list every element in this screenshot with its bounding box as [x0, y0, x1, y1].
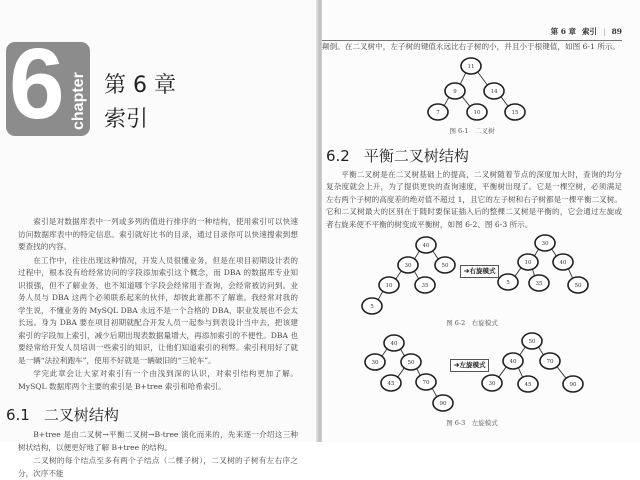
tree-node-label: 50 — [407, 360, 415, 366]
tree-node-label: 30 — [541, 241, 549, 247]
tree-node-label: 90 — [439, 401, 447, 407]
tree-node-label: 35 — [421, 283, 429, 289]
tree-edge — [500, 95, 508, 106]
paragraph: 索引是对数据库表中一列或多列的值进行排序的一种结构，使用索引可以快速访问数据库表中的特定信息。索引就好比书的目录，通过目录你可以快速搜索到想要查找的内容。 — [18, 217, 298, 251]
tree-node-label: 5 — [370, 304, 374, 310]
tree-node-label: 40 — [422, 243, 430, 249]
figure-caption: 图 6-1 二叉树 — [449, 126, 495, 135]
chapter-label: 第 6 章 — [104, 73, 176, 98]
section-heading-6-2: 6.2 平衡二叉树结构 — [326, 146, 469, 165]
tree-edge — [498, 366, 507, 378]
tree-edge — [477, 71, 488, 86]
tree-edge — [556, 366, 566, 379]
tree-node-label: 30 — [488, 381, 496, 387]
rotate-left-label: ➔左旋模式 — [450, 359, 489, 372]
tree-edge — [518, 367, 523, 378]
tree-node-label: 10 — [473, 109, 481, 116]
paragraph: 平衡二叉树是在二叉树基础上的提高，二叉树随着节点的深度加大时，查询的均分复杂度就会上升，为了提供更快的查询速度，平衡树出现了。它是一棵空树，必须满足左右两个子树的高度差的绝对值不超过 1，且它的左子树和右子树都是一棵平衡二叉树。它和二叉树最大的区别在于随时要保证插入后的整棵二叉树是平衡的，它会通过左旋或者右旋来使不平衡的树变成平衡树，如图 6-2、图 6-3 所示。 — [326, 169, 622, 229]
tree-node-label: 30 — [404, 263, 412, 269]
running-head: 第 6 章 索引 | 89 — [322, 26, 622, 41]
tree-node-label: 7 — [436, 109, 440, 116]
chapter-badge — [6, 42, 90, 136]
tree-node-label: 70 — [546, 359, 554, 365]
rotate-right-label: ➔右旋模式 — [460, 265, 499, 278]
tree-diagram — [322, 233, 622, 331]
tree-edge — [397, 367, 405, 378]
tree-node-label: 14 — [490, 88, 498, 95]
tree-edge — [460, 71, 466, 84]
left-body — [6, 216, 298, 480]
tree-node-label: 10 — [385, 283, 393, 289]
section-heading-6-1: 6.1 二叉树结构 — [6, 406, 119, 424]
tree-node-label: 9 — [453, 88, 457, 95]
chapter-word: chapter — [70, 72, 87, 130]
chapter-title: 索引 — [104, 107, 149, 132]
tree-node-label: 90 — [569, 382, 577, 388]
tree-node-label: 40 — [559, 260, 567, 266]
tree-node-label: 45 — [524, 382, 532, 388]
paragraph: 在工作中，往往出现这种情况，开发人员很懂业务，但是在项目初期设计表的过程中，根本没有给经常访问的字段添加索引这个概念，而 DBA 的数据库专业知识很强，但不了解业务，也不知道哪个字段会经常用于查询，会经常被访问到。业务人员与 DBA 这两个必须联系起来的伙伴，却彼此谁都不了解谁。我经常对我的学生说，不懂业务的 MySQL DBA 永远不是一个合格的 DBA，职业发展也不会太长远。身为 DBA 要在项目初期就配合开发人员一起参与到表设计当中去，把该建索引的字段加上索引，减少后期出现表数据量增大，再添加索引的不便性。DBA 也要经常给开发人员培训一些索引的知识，让他们知道索引的利弊。索引利用好了就是一辆“法拉利跑车”，使用不好就是一辆破旧的“三轮车”。 — [18, 255, 298, 365]
paragraph: 颠倒。在二叉树中，左子树的键值永远比右子树的小，并且小于根键值，如图 6-1 所示。 — [322, 42, 621, 51]
chapter-number: 6 — [9, 42, 65, 136]
tree-node-label: 35 — [535, 281, 543, 287]
tree-node-label: 30 — [371, 360, 379, 366]
tree-node-label: 10 — [524, 260, 532, 266]
tree-node-label: 5 — [506, 280, 510, 286]
right-page — [322, 0, 640, 442]
figure-6-1 — [322, 54, 622, 140]
right-body — [322, 41, 622, 431]
tree-node-label: 50 — [441, 263, 449, 269]
tree-node-label: 50 — [574, 283, 582, 289]
paragraph: B+tree 是由二叉树→平衡二叉树→B-tree 演化而来的，先来逐一介绍这三种树状结构，以便更好地了解 B+tree 的结构。 — [18, 430, 298, 452]
figure-6-3 — [322, 331, 622, 431]
tree-diagram — [322, 331, 622, 431]
left-page — [0, 0, 318, 478]
figure-caption: 图 6-2 右旋模式 — [446, 319, 498, 327]
tree-node-label: 45 — [387, 381, 395, 387]
tree-node-label: 40 — [509, 359, 517, 365]
tree-edge — [514, 267, 521, 277]
tree-edge — [568, 268, 573, 279]
tree-node-label: 50 — [528, 339, 536, 345]
tree-node-label: 40 — [390, 341, 398, 347]
paragraph: 学完此章会让大家对索引有一个由浅到深的认识，对索引结构更加了解。MySQL 数据库两个主要的索引是 B+tree 索引和哈希索引。 — [18, 369, 298, 391]
figure-6-2 — [322, 233, 622, 331]
tree-edge — [462, 95, 471, 106]
tree-node-label: 70 — [422, 380, 430, 386]
figure-caption: 图 6-3 左旋模式 — [446, 419, 498, 427]
paragraph: 二叉树的每个结点至多有两个子结点（二棵子树），二叉树的子树有左右序之分，次序不能 — [18, 456, 298, 478]
tree-node-label: 11 — [467, 63, 475, 70]
tree-node-label: 15 — [511, 109, 519, 116]
